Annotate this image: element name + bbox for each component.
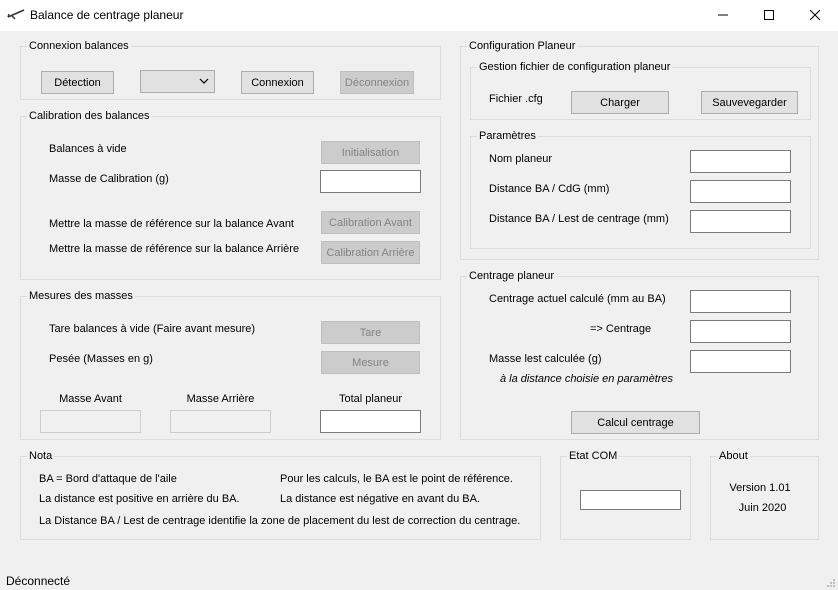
date-label: Juin 2020 <box>738 502 787 514</box>
sauvegarder-button[interactable]: Sauvevegarder <box>701 91 798 114</box>
nota-line-2a: La distance est positive en arrière du BA. <box>39 493 240 505</box>
front-calibration-label: Mettre la masse de référence sur la balance Avant <box>49 218 294 230</box>
window-title: Balance de centrage planeur <box>30 8 184 22</box>
centrage-result-input[interactable] <box>690 320 791 343</box>
total-mass-header: Total planeur <box>339 393 402 405</box>
initialisation-button[interactable]: Initialisation <box>321 141 420 164</box>
etat-com-field <box>580 490 681 510</box>
deconnexion-button[interactable]: Déconnexion <box>340 71 414 94</box>
weigh-label: Pesée (Masses en g) <box>49 353 153 365</box>
close-icon <box>810 10 820 20</box>
connection-status: Déconnecté <box>6 574 71 588</box>
mesures-legend: Mesures des masses <box>29 290 133 302</box>
lest-distance-label: Distance BA / Lest de centrage (mm) <box>489 213 669 225</box>
detection-button[interactable]: Détection <box>41 71 114 94</box>
etat-com-legend: Etat COM <box>569 450 618 462</box>
nota-line-1b: Pour les calculs, le BA est le point de référence. <box>280 473 513 485</box>
calibration-avant-button[interactable]: Calibration Avant <box>321 211 420 234</box>
nota-line-3: La Distance BA / Lest de centrage identifie la zone de placement du lest de correction du centrage. <box>39 515 521 527</box>
empty-scales-label: Balances à vide <box>49 143 127 155</box>
front-mass-field <box>40 410 141 433</box>
rear-mass-header: Masse Arrière <box>186 393 255 405</box>
lest-distance-input[interactable] <box>690 210 791 233</box>
chevron-down-icon <box>199 78 209 85</box>
connexion-legend: Connexion balances <box>29 40 129 52</box>
maximize-icon <box>764 10 774 20</box>
centrage-result-label: => Centrage <box>590 323 652 335</box>
version-label: Version 1.01 <box>729 482 791 494</box>
lest-mass-input[interactable] <box>690 350 791 373</box>
tare-label: Tare balances à vide (Faire avant mesure) <box>49 323 256 335</box>
nota-legend: Nota <box>29 450 53 462</box>
about-legend: About <box>719 450 748 462</box>
mesure-button[interactable]: Mesure <box>321 351 420 374</box>
actual-centrage-label: Centrage actuel calculé (mm au BA) <box>489 293 666 305</box>
cfg-file-label: Fichier .cfg <box>489 93 543 105</box>
lest-mass-note: à la distance choisie en paramètres <box>500 373 674 385</box>
port-select[interactable] <box>140 70 215 93</box>
glider-name-input[interactable] <box>690 150 791 173</box>
nota-line-1a: BA = Bord d'attaque de l'aile <box>39 473 177 485</box>
minimize-icon <box>718 10 728 20</box>
nota-line-2b: La distance est négative en avant du BA. <box>280 493 480 505</box>
about-group <box>710 450 819 540</box>
close-button[interactable] <box>792 0 838 30</box>
glider-name-label: Nom planeur <box>489 153 552 165</box>
calibration-mass-label: Masse de Calibration (g) <box>49 173 169 185</box>
lest-mass-label: Masse lest calculée (g) <box>489 353 602 365</box>
calibration-legend: Calibration des balances <box>29 110 150 122</box>
cdg-distance-label: Distance BA / CdG (mm) <box>489 183 610 195</box>
total-mass-field[interactable] <box>320 410 421 433</box>
params-legend: Paramètres <box>479 130 536 142</box>
calcul-centrage-button[interactable]: Calcul centrage <box>571 411 700 434</box>
connexion-button[interactable]: Connexion <box>241 71 314 94</box>
front-mass-header: Masse Avant <box>59 393 122 405</box>
rear-calibration-label: Mettre la masse de référence sur la balance Arrière <box>49 243 300 255</box>
glider-icon <box>7 7 25 23</box>
resize-grip-icon[interactable] <box>826 578 836 588</box>
charger-button[interactable]: Charger <box>571 91 669 114</box>
rear-mass-field <box>170 410 271 433</box>
title-bar <box>0 0 838 31</box>
calibration-mass-input[interactable] <box>320 170 421 193</box>
config-legend: Configuration Planeur <box>469 40 576 52</box>
centrage-legend: Centrage planeur <box>469 270 555 282</box>
tare-button[interactable]: Tare <box>321 321 420 344</box>
cdg-distance-input[interactable] <box>690 180 791 203</box>
file-config-legend: Gestion fichier de configuration planeur <box>479 61 671 73</box>
calibration-arriere-button[interactable]: Calibration Arrière <box>321 241 420 264</box>
minimize-button[interactable] <box>700 0 746 30</box>
maximize-button[interactable] <box>746 0 792 30</box>
actual-centrage-input[interactable] <box>690 290 791 313</box>
